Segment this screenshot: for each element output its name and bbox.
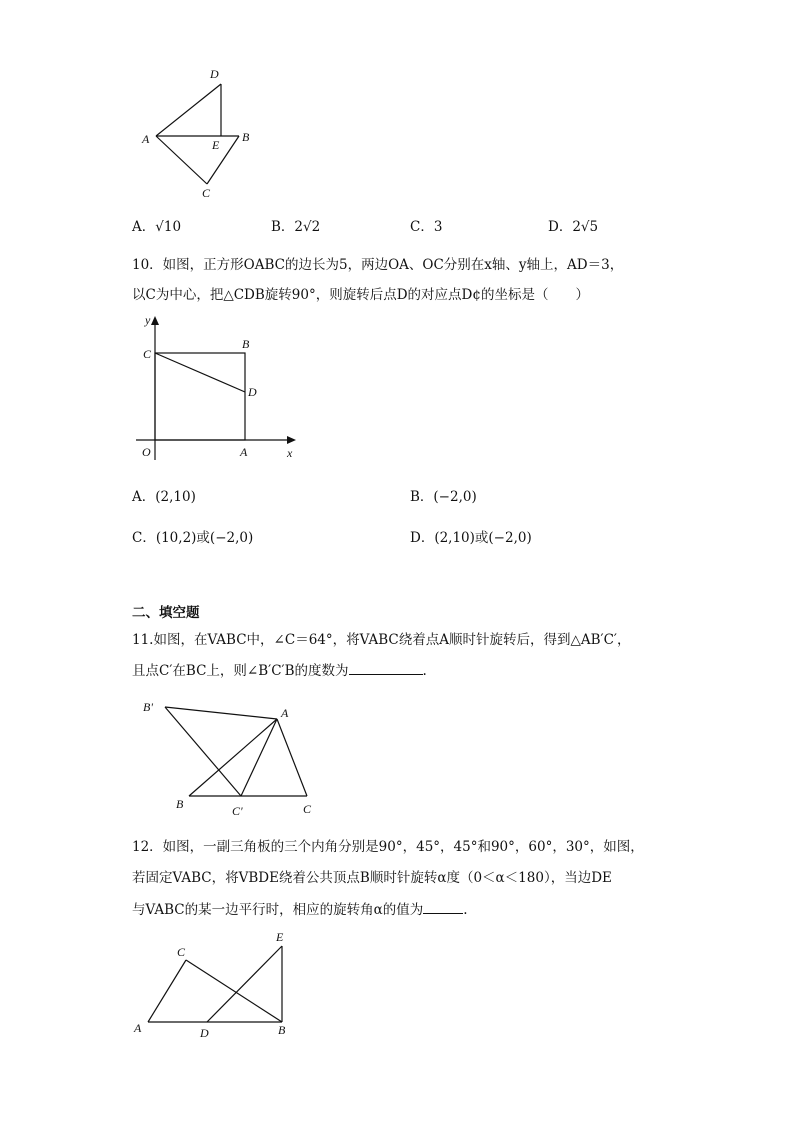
label-a: A xyxy=(134,1021,142,1035)
q12-text-line3 xyxy=(132,899,468,920)
q11-text-line2-body: 且点C′在BC上，则∠B′C′B的度数为 xyxy=(132,663,349,679)
label-b: B xyxy=(242,337,250,351)
q11-answer-blank[interactable] xyxy=(349,660,423,675)
label-y: y xyxy=(145,313,151,327)
q12-text-line1: 12．如图，一副三角板的三个内角分别是90°，45°，45°和90°，60°，30°，如图， xyxy=(132,839,644,855)
segment-a-b xyxy=(189,719,277,796)
segment-bp-a xyxy=(165,707,277,719)
q12-figure xyxy=(130,925,310,1045)
square-oabc xyxy=(155,353,245,440)
segment-de xyxy=(207,946,282,1022)
segment-ac xyxy=(148,960,186,1022)
label-c: C xyxy=(143,347,152,361)
q10-option-b: B．(−2,0) xyxy=(410,489,477,505)
label-d: D xyxy=(210,67,219,81)
label-x: x xyxy=(287,446,293,460)
q9-figure xyxy=(130,60,270,205)
q9-option-b: B．2√2 xyxy=(271,219,321,235)
segment-a-cp xyxy=(241,719,277,796)
q10-text-line2: 以C为中心，把△CDB旋转90°，则旋转后点D的对应点D¢的坐标是（ ） xyxy=(132,287,589,303)
q11-text-line1: 11.如图，在VABC中，∠C＝64°，将VABC绕着点A顺时针旋转后，得到△AB′C′， xyxy=(132,632,631,648)
label-a: A xyxy=(240,445,248,459)
q12-text-line2: 若固定VABC，将VBDE绕着公共顶点B顺时针旋转α度（0＜α＜180），当边DE xyxy=(132,870,612,886)
q12-answer-blank[interactable] xyxy=(423,899,463,914)
label-b: B xyxy=(278,1023,286,1037)
segment-ad xyxy=(156,84,221,136)
segment-cb xyxy=(186,960,282,1022)
q10-figure xyxy=(130,310,310,465)
x-axis-arrow xyxy=(287,436,296,444)
q10-option-a: A．(2,10) xyxy=(132,489,196,505)
segment-ac xyxy=(156,136,207,184)
q11-text-line2 xyxy=(132,660,427,681)
q9-option-d: D．2√5 xyxy=(548,219,599,235)
q10-option-d: D．(2,10)或(−2,0) xyxy=(410,530,532,546)
y-axis-arrow xyxy=(151,316,159,325)
label-d: D xyxy=(248,385,257,399)
q11-figure xyxy=(135,693,335,823)
label-c: C xyxy=(303,802,312,816)
segment-cd xyxy=(155,353,245,392)
label-b: B xyxy=(242,130,250,144)
label-a: A xyxy=(142,132,150,146)
q9-option-a: A．√10 xyxy=(132,219,182,235)
segment-bp-cp xyxy=(165,707,241,796)
section-title: 二、填空题 xyxy=(132,605,200,621)
label-b: B xyxy=(176,797,184,811)
q11-text-line2-end: . xyxy=(422,663,427,679)
segment-a-c xyxy=(277,719,307,796)
q12-text-line3-body: 与VABC的某一边平行时，相应的旋转角α的值为 xyxy=(132,902,424,918)
label-c-prime: C' xyxy=(232,804,243,818)
q10-option-c: C．(10,2)或(−2,0) xyxy=(132,530,254,546)
label-a: A xyxy=(281,706,289,720)
q9-option-c: C．3 xyxy=(410,219,443,235)
label-e: E xyxy=(276,930,284,944)
label-c: C xyxy=(177,945,186,959)
q12-text-line3-end: . xyxy=(463,902,468,918)
label-d: D xyxy=(200,1026,209,1040)
label-o: O xyxy=(142,445,151,459)
q10-text-line1: 10．如图，正方形OABC的边长为5，两边OA、OC分别在x轴、y轴上，AD＝3， xyxy=(132,257,624,273)
label-e: E xyxy=(212,138,220,152)
label-c: C xyxy=(202,186,211,200)
label-b-prime: B' xyxy=(143,700,153,714)
